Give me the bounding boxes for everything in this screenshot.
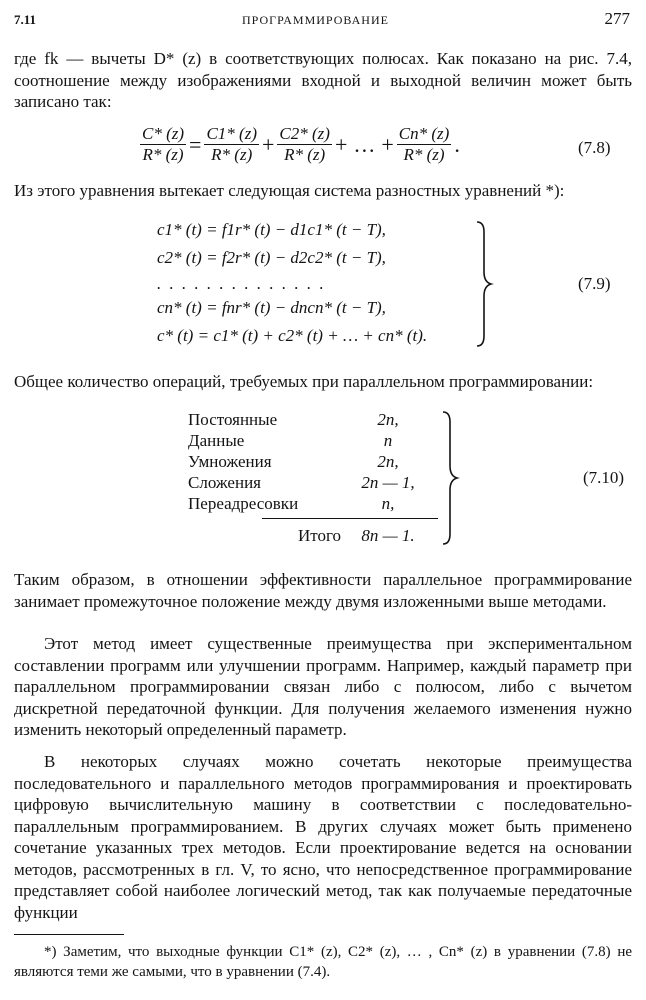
paragraph-advantages: Этот метод имеет существенные преимущества при экспериментальном составлении программ или улучшении программ. Например, каждый параметр при параллельном программировании связан либо с полюсом, либо с вычетом дискретной передаточной функции. Для получения желаемого изменения нужно изменить некоторый определенный параметр. (14, 634, 632, 739)
paragraph-combination: В некоторых случаях можно сочетать некоторые преимущества последовательного и параллельного методов программирования и проектировать цифровую вычислительную машину в соответствии с последовательно-параллельным программированием. В других случаях может быть применено сочетание указанных трех методов. Если проектирование ведется на основании методов, рассмотренных в гл. V, то ясно, что непосредственное программирование представляет собой наиболее логический метод, так как получаемые передаточные функции (14, 752, 632, 922)
system-line-2: c2* (t) = f2r* (t) − d2c2* (t − T), (157, 248, 386, 267)
row-label-readdressing: Переадресовки (188, 494, 299, 513)
fraction-term-n: $\frac{Cn* (z)}{R* (z)}$ (398, 124, 450, 164)
total-label: Итого (298, 526, 342, 545)
row-label-multiplications: Умножения (188, 452, 272, 471)
fraction-term-1: $\frac{C1* (z)}{R* (z)}$ (206, 124, 257, 164)
paragraph-system-intro: Из этого уравнения вытекает следующая система разностных уравнений *): (14, 181, 565, 200)
total-value: 8n — 1. (361, 526, 415, 545)
right-brace-7-10 (440, 410, 460, 546)
running-title: ПРОГРАММИРОВАНИЕ (242, 13, 389, 27)
equation-7-8: $\frac{C* (z)}{R* (z)}$ = $\frac{C1* (z)}{R* (z)}$ + $\frac{C2* (z)}{R* (z)}$ + … + $\frac{Cn* (z)}{R* (z)}$ . (142, 124, 460, 164)
paragraph-conclusion: Таким образом, в отношении эффективности параллельное программирование занимает промежуточное положение между двумя изложенными выше методами. (14, 570, 632, 611)
page-number: 277 (604, 9, 630, 28)
system-line-1: c1* (t) = f1r* (t) − d1c1* (t − T), (157, 220, 386, 239)
system-line-n: cn* (t) = fnr* (t) − dncn* (t − T), (157, 298, 386, 317)
footnote: *) Заметим, что выходные функции C1* (z), C2* (z), … , Cn* (z) в уравнении (7.8) не являются теми же самыми, что в уравнении (7.4). (14, 944, 632, 980)
fraction-lhs: $\frac{C* (z)}{R* (z)}$ (142, 124, 185, 164)
row-label-additions: Сложения (188, 473, 261, 492)
row-value-data: n (383, 431, 393, 450)
equation-number-7-8: (7.8) (578, 138, 611, 157)
row-label-data: Данные (188, 431, 245, 450)
paragraph-operations-intro: Общее количество операций, требуемых при параллельном программировании: (14, 372, 594, 391)
ellipsis: … (353, 131, 376, 157)
equation-number-7-9: (7.9) (578, 274, 611, 293)
paragraph-intro: где fk — вычеты D* (z) в соответствующих полюсах. Как показано на рис. 7.4, соотношение между изображениями входной и выходной величин может быть записано так: (14, 49, 632, 111)
total-rule (262, 518, 438, 519)
equation-number-7-10: (7.10) (583, 468, 625, 487)
system-dots: . . . . . . . . . . . . . . (157, 274, 326, 293)
row-label-constants: Постоянные (188, 410, 278, 429)
system-sum-line: c* (t) = c1* (t) + c2* (t) + … + cn* (t). (157, 326, 428, 345)
footnote-rule (14, 934, 124, 935)
row-value-readdressing: n, (381, 494, 395, 513)
row-value-additions: 2n — 1, (361, 473, 415, 492)
row-value-multiplications: 2n, (377, 452, 399, 471)
section-number: 7.11 (14, 12, 37, 27)
row-value-constants: 2n, (377, 410, 399, 429)
right-brace-7-9 (474, 220, 494, 348)
fraction-term-2: $\frac{C2* (z)}{R* (z)}$ (279, 124, 330, 164)
